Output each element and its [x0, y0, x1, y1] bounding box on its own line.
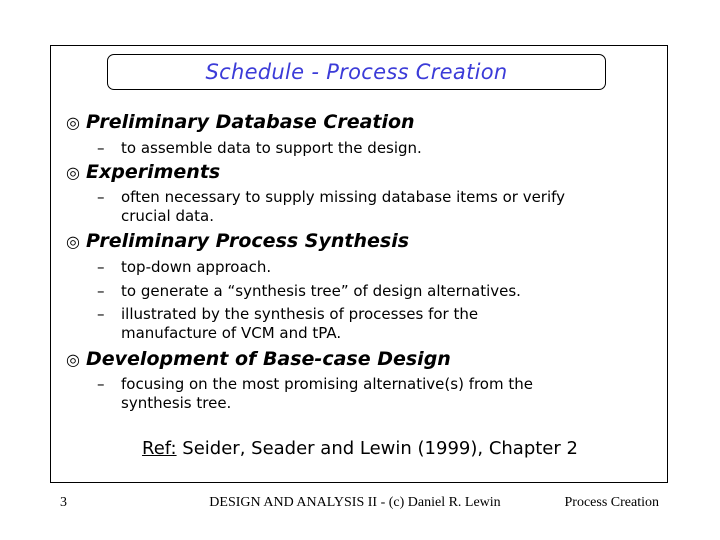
- bullet-base-case-design: [66, 348, 451, 370]
- sub-item-continuation: crucial data.: [121, 207, 215, 225]
- bullet-heading: Preliminary Process Synthesis: [86, 230, 410, 252]
- sub-item: [97, 139, 422, 158]
- sub-item: [97, 375, 533, 413]
- bullet-preliminary-synthesis: [66, 230, 409, 252]
- bullet-icon: ◎: [66, 350, 80, 369]
- sub-item-text: focusing on the most promising alternative(s) from the: [121, 375, 533, 393]
- sub-item-text: to generate a “synthesis tree” of design alternatives.: [121, 282, 521, 300]
- sub-item-text: to assemble data to support the design.: [121, 139, 422, 157]
- reference-label: Ref:: [142, 438, 177, 459]
- sub-item-continuation: manufacture of VCM and tPA.: [121, 324, 342, 342]
- footer-center: DESIGN AND ANALYSIS II - (c) Daniel R. Lewin: [209, 495, 501, 510]
- bullet-heading: Preliminary Database Creation: [86, 111, 415, 133]
- sub-item-text: illustrated by the synthesis of processes for the: [121, 305, 479, 323]
- footer-right: Process Creation: [564, 495, 659, 510]
- sub-item: [97, 305, 478, 343]
- sub-item: [97, 282, 521, 301]
- dash-icon: –: [97, 375, 105, 393]
- dash-icon: –: [97, 188, 105, 206]
- slide-title: Schedule - Process Creation: [205, 60, 508, 84]
- dash-icon: –: [97, 305, 105, 323]
- bullet-heading: Experiments: [86, 161, 221, 183]
- reference-text: Seider, Seader and Lewin (1999), Chapter 2: [176, 438, 578, 459]
- bullet-icon: ◎: [66, 113, 80, 132]
- reference-line: [0, 438, 720, 459]
- dash-icon: –: [97, 139, 105, 157]
- sub-item: [97, 258, 271, 277]
- sub-item: [97, 188, 565, 226]
- bullet-preliminary-database: [66, 111, 415, 133]
- sub-item-continuation: synthesis tree.: [121, 394, 232, 412]
- dash-icon: –: [97, 282, 105, 300]
- bullet-icon: ◎: [66, 232, 80, 251]
- sub-item-text: often necessary to supply missing database items or verify: [121, 188, 566, 206]
- page-number: 3: [60, 495, 67, 510]
- title-box: [107, 54, 606, 90]
- bullet-heading: Development of Base-case Design: [86, 348, 451, 370]
- sub-item-text: top-down approach.: [121, 258, 272, 276]
- bullet-experiments: [66, 161, 220, 183]
- bullet-icon: ◎: [66, 163, 80, 182]
- dash-icon: –: [97, 258, 105, 276]
